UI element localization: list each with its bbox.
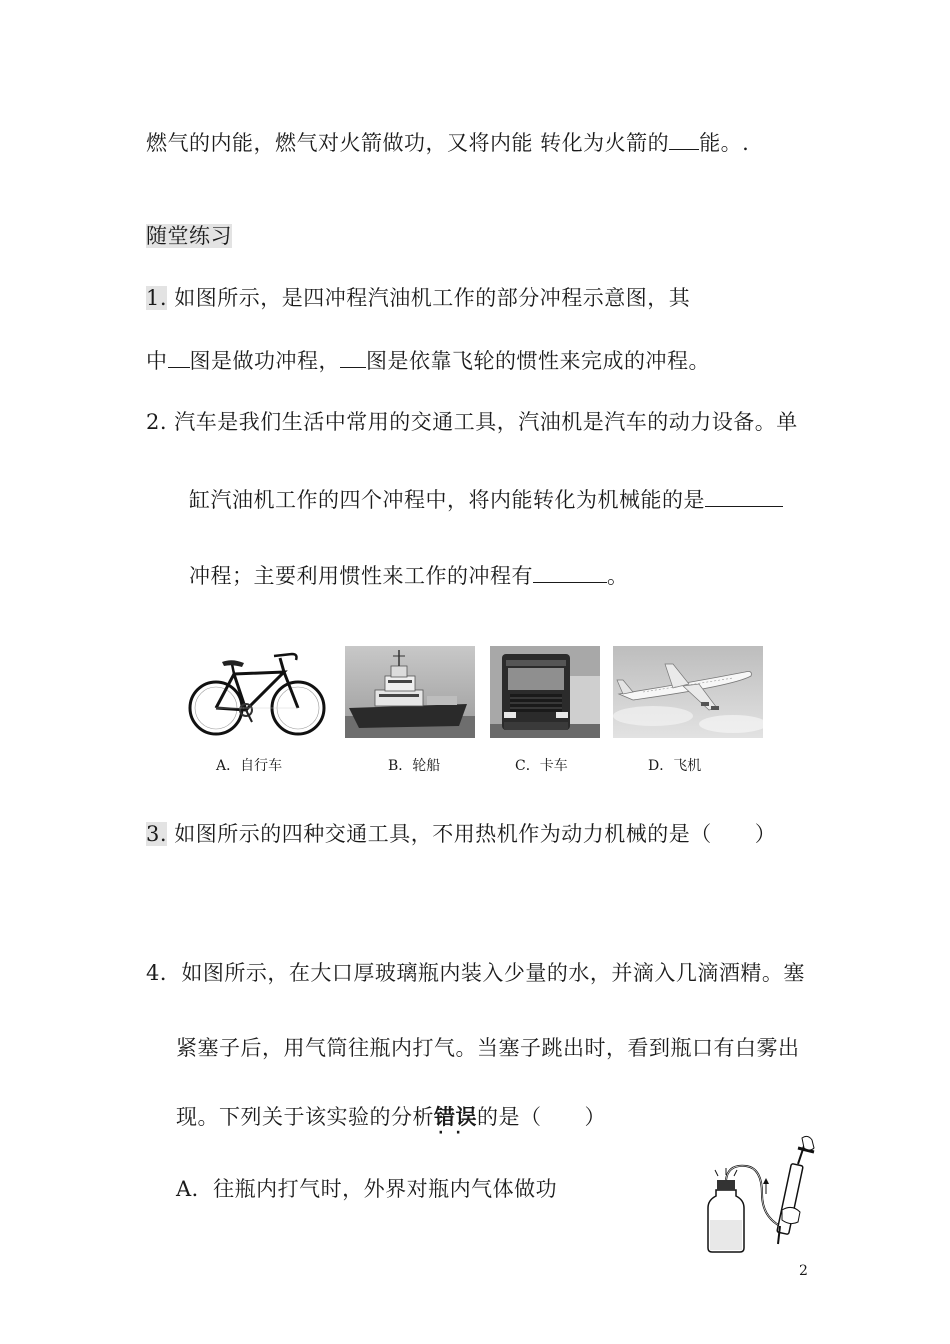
page-number: 2 <box>799 1263 808 1279</box>
vehicle-caption-d: D．飞机 <box>648 758 702 774</box>
question-4-line-2: 紧塞子后，用气筒往瓶内打气。当塞子跳出时，看到瓶口有白雾出 <box>176 1036 800 1060</box>
emphasis-word: 错误 ·· <box>434 1105 477 1141</box>
vehicle-caption-c: C．卡车 <box>515 758 568 774</box>
question-4-line-1: 4．如图所示，在大口厚玻璃瓶内装入少量的水，并滴入几滴酒精。塞 <box>146 961 805 985</box>
bicycle-icon <box>186 646 328 738</box>
question-4-line-3: 现。下列关于该实验的分析错误 ·· 的是（ ） <box>176 1102 606 1132</box>
vehicle-caption-b: B．轮船 <box>388 758 441 774</box>
question-1-line-2: 中 图是做功冲程， 图是依靠飞轮的惯性来完成的冲程。 <box>146 345 710 376</box>
answer-blank <box>533 560 607 583</box>
answer-blank <box>705 484 783 507</box>
answer-blank <box>340 345 366 368</box>
top-line: 燃气的内能，燃气对火箭做功，又将内能 转化为火箭的 能。. <box>146 127 749 158</box>
answer-blank <box>669 127 699 150</box>
question-4-option-a: A．往瓶内打气时，外界对瓶内气体做功 <box>176 1177 558 1201</box>
question-2-line-1: 2. 汽车是我们生活中常用的交通工具，汽油机是汽车的动力设备。单 <box>146 410 798 434</box>
question-3: 3. 如图所示的四种交通工具，不用热机作为动力机械的是（ ） <box>146 822 777 846</box>
question-2-line-2: 缸汽油机工作的四个冲程中，将内能转化为机械能的是 <box>189 484 783 515</box>
answer-blank <box>168 345 190 368</box>
ship-icon <box>345 646 475 738</box>
airplane-icon <box>613 646 763 738</box>
bottle-pump-figure <box>702 1134 830 1256</box>
question-2-line-3: 冲程；主要利用惯性来工作的冲程有 。 <box>189 560 629 591</box>
question-1-line-1: 1. 如图所示，是四冲程汽油机工作的部分冲程示意图，其 <box>146 286 691 310</box>
truck-icon <box>490 646 600 738</box>
emphasis-dots: ·· <box>438 1125 473 1141</box>
section-title: 随堂练习 <box>146 224 232 248</box>
vehicle-caption-a: A．自行车 <box>216 758 283 774</box>
